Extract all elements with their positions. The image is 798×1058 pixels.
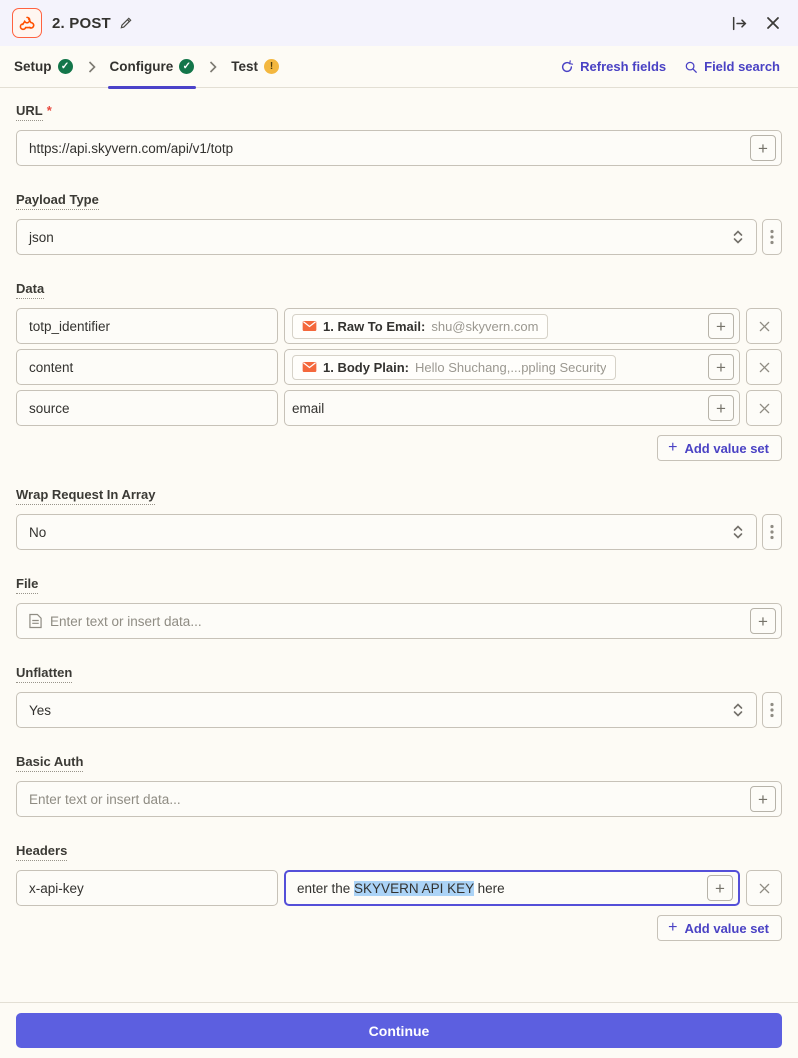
field-search-button[interactable]	[684, 59, 780, 74]
continue-button[interactable]: Continue	[16, 1013, 782, 1048]
data-key-input-wrap	[16, 349, 278, 385]
tab-test-label: Test	[231, 59, 259, 74]
remove-row-button[interactable]	[746, 870, 782, 906]
data-value-input[interactable]	[284, 390, 740, 426]
insert-data-plus-button[interactable]: +	[708, 313, 734, 339]
basic-auth-label: Basic Auth	[16, 754, 83, 772]
insert-data-plus-button[interactable]: +	[750, 608, 776, 634]
remove-row-button[interactable]	[746, 390, 782, 426]
pill-field-value: shu@skyvern.com	[431, 318, 539, 334]
data-value-input[interactable]	[284, 308, 740, 344]
configure-complete-icon: ✓	[179, 59, 194, 74]
tab-test[interactable]	[229, 46, 281, 88]
add-value-set-label: Add value set	[684, 440, 769, 456]
tab-setup-label: Setup	[14, 59, 52, 74]
kebab-icon	[770, 702, 774, 718]
header-key-input[interactable]	[29, 881, 265, 896]
field-wrap-request	[16, 486, 782, 550]
email-icon	[302, 320, 317, 332]
expand-panel-icon[interactable]	[731, 16, 748, 31]
pill-field-name: 1. Body Plain:	[323, 359, 409, 375]
add-value-set-button[interactable]	[657, 435, 782, 461]
plus-icon: +	[668, 439, 678, 456]
header-value-selection: SKYVERN API KEY	[354, 880, 474, 896]
document-icon	[29, 613, 42, 629]
panel-footer	[0, 1002, 798, 1058]
wrap-request-select[interactable]	[16, 514, 757, 550]
insert-data-plus-button[interactable]: +	[708, 354, 734, 380]
payload-type-select[interactable]	[16, 219, 757, 255]
step-tabs	[0, 46, 798, 88]
mapped-field-pill[interactable]	[292, 355, 616, 380]
pill-field-value: Hello Shuchang,...ppling Security	[414, 359, 607, 375]
field-data	[16, 280, 782, 461]
step-title: 2. POST	[52, 14, 111, 32]
insert-data-plus-button[interactable]: +	[750, 786, 776, 812]
chevron-right-icon	[208, 61, 217, 73]
tab-configure[interactable]	[108, 46, 197, 88]
data-value-text: email	[292, 400, 325, 416]
basic-auth-input[interactable]	[29, 792, 737, 807]
required-asterisk: *	[46, 103, 52, 118]
select-chevrons-icon	[732, 702, 744, 718]
edit-title-icon[interactable]	[119, 16, 133, 30]
tab-configure-label: Configure	[109, 59, 174, 74]
wrap-request-menu-button[interactable]	[762, 514, 782, 550]
insert-data-plus-button[interactable]: +	[708, 395, 734, 421]
unflatten-value: Yes	[29, 702, 52, 718]
data-key-input-wrap	[16, 390, 278, 426]
tab-setup[interactable]	[12, 46, 75, 88]
data-value-input[interactable]	[284, 349, 740, 385]
url-label: URL	[16, 103, 43, 121]
header-value-input[interactable]	[284, 870, 740, 906]
insert-data-plus-button[interactable]: +	[707, 875, 733, 901]
field-file	[16, 575, 782, 639]
insert-data-plus-button[interactable]: +	[750, 135, 776, 161]
field-search-label: Field search	[704, 59, 780, 74]
field-headers	[16, 842, 782, 941]
search-icon	[684, 60, 698, 74]
add-value-set-label: Add value set	[684, 920, 769, 936]
setup-complete-icon: ✓	[58, 59, 73, 74]
test-warning-icon: !	[264, 59, 279, 74]
data-label: Data	[16, 281, 44, 299]
headers-label: Headers	[16, 843, 67, 861]
data-key-input[interactable]	[29, 319, 265, 334]
field-payload-type	[16, 191, 782, 255]
plus-icon: +	[668, 919, 678, 936]
select-chevrons-icon	[732, 229, 744, 245]
refresh-icon	[560, 60, 574, 74]
data-key-input[interactable]	[29, 401, 265, 416]
payload-type-menu-button[interactable]	[762, 219, 782, 255]
data-key-input[interactable]	[29, 360, 265, 375]
kebab-icon	[770, 524, 774, 540]
close-icon[interactable]	[766, 16, 780, 30]
remove-row-button[interactable]	[746, 308, 782, 344]
select-chevrons-icon	[732, 524, 744, 540]
wrap-request-value: No	[29, 524, 47, 540]
email-icon	[302, 361, 317, 373]
field-basic-auth	[16, 753, 782, 817]
url-input[interactable]	[29, 141, 737, 156]
add-value-set-button[interactable]	[657, 915, 782, 941]
webhooks-app-icon	[12, 8, 42, 38]
mapped-field-pill[interactable]	[292, 314, 548, 339]
field-url	[16, 102, 782, 166]
field-unflatten	[16, 664, 782, 728]
header-value-pre: enter the	[297, 880, 355, 896]
header-value-post: here	[473, 880, 505, 896]
file-input[interactable]	[50, 614, 737, 629]
wrap-request-label: Wrap Request In Array	[16, 487, 155, 505]
data-key-input-wrap	[16, 308, 278, 344]
chevron-right-icon	[87, 61, 96, 73]
unflatten-menu-button[interactable]	[762, 692, 782, 728]
file-input-wrap	[16, 603, 782, 639]
refresh-fields-label: Refresh fields	[580, 59, 667, 74]
remove-row-button[interactable]	[746, 349, 782, 385]
payload-type-label: Payload Type	[16, 192, 99, 210]
panel-header	[0, 0, 798, 46]
kebab-icon	[770, 229, 774, 245]
header-key-input-wrap	[16, 870, 278, 906]
basic-auth-input-wrap	[16, 781, 782, 817]
refresh-fields-button[interactable]	[560, 59, 666, 74]
configure-form	[0, 88, 798, 1002]
payload-type-value: json	[29, 229, 54, 245]
file-label: File	[16, 576, 38, 594]
url-input-wrap	[16, 130, 782, 166]
unflatten-label: Unflatten	[16, 665, 72, 683]
pill-field-name: 1. Raw To Email:	[323, 318, 426, 334]
unflatten-select[interactable]	[16, 692, 757, 728]
